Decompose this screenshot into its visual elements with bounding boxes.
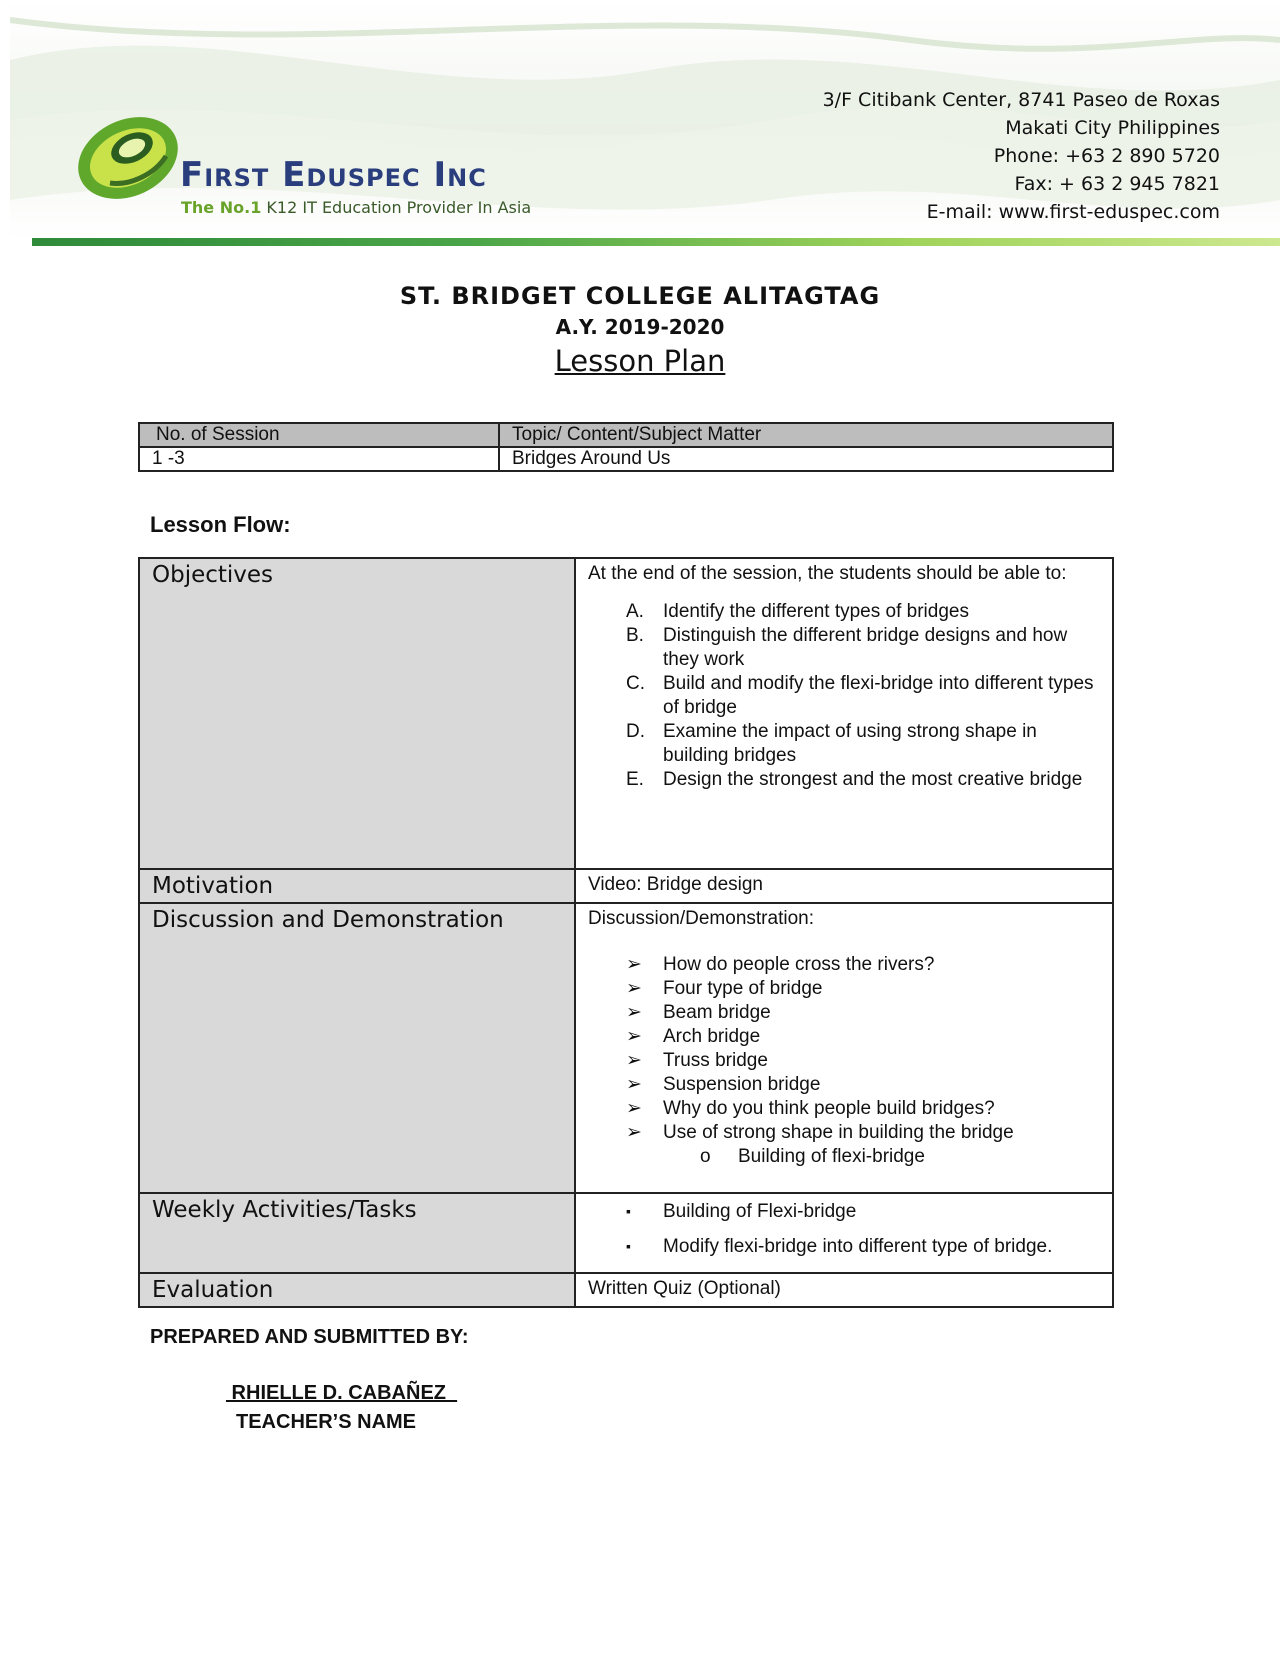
list-marker: D.: [626, 721, 645, 742]
academic-year: A.Y. 2019-2020: [555, 315, 725, 339]
title-block: [0, 280, 1280, 380]
evaluation-label: Evaluation: [139, 1273, 575, 1307]
list-item-text: Build and modify the flexi-bridge into different types of bridge: [663, 673, 1094, 718]
list-item-text: Truss bridge: [663, 1050, 768, 1071]
arrow-bullet-icon: ➢: [626, 978, 642, 999]
address-line: 3/F Citibank Center, 8741 Paseo de Roxas: [822, 89, 1220, 111]
list-marker: C.: [626, 673, 645, 694]
prepared-by-label: PREPARED AND SUBMITTED BY:: [150, 1326, 469, 1348]
arrow-bullet-icon: ➢: [626, 1026, 642, 1047]
topic-header-cell: Topic/ Content/Subject Matter: [499, 423, 1113, 447]
arrow-bullet-icon: ➢: [626, 954, 642, 975]
list-item-text: Modify flexi-bridge into different type of bridge.: [663, 1236, 1053, 1257]
session-table-header-row: [139, 423, 1113, 447]
objectives-content: [575, 558, 1113, 869]
list-item: [588, 977, 1100, 1001]
list-item: [588, 1121, 1100, 1145]
circle-bullet-icon: o: [700, 1146, 711, 1167]
list-item-text: Suspension bridge: [663, 1074, 821, 1095]
list-item: [588, 1025, 1100, 1049]
discussion-label: Discussion and Demonstration: [139, 903, 575, 1193]
weekly-row: [139, 1193, 1113, 1273]
arrow-bullet-icon: ➢: [626, 1002, 642, 1023]
list-item-text: Use of strong shape in building the bridge: [663, 1122, 1014, 1143]
fax-line: Fax: + 63 2 945 7821: [1014, 173, 1220, 195]
document-title: Lesson Plan: [554, 344, 726, 378]
list-item-text: Why do you think people build bridges?: [663, 1098, 995, 1119]
list-item: [588, 1073, 1100, 1097]
session-table-row: [139, 447, 1113, 471]
list-marker: A.: [626, 601, 644, 622]
list-item: [588, 768, 1100, 792]
motivation-label: Motivation: [139, 869, 575, 903]
list-item: [588, 1229, 1100, 1264]
list-item: [588, 720, 1100, 768]
email-line: E-mail: www.first-eduspec.com: [926, 201, 1220, 223]
list-item: [588, 1049, 1100, 1073]
company-address: [823, 86, 1220, 226]
weekly-list: [588, 1194, 1100, 1264]
list-item: [588, 672, 1100, 720]
sub-list-item: [588, 1145, 1100, 1169]
discussion-content: [575, 903, 1113, 1193]
list-item: [588, 600, 1100, 624]
weekly-content: [575, 1193, 1113, 1273]
discussion-list: [588, 953, 1100, 1169]
list-item-text: Four type of bridge: [663, 978, 823, 999]
evaluation-value: Written Quiz (Optional): [575, 1273, 1113, 1307]
phone-line: Phone: +63 2 890 5720: [993, 145, 1220, 167]
teacher-name-caption: TEACHER’S NAME: [236, 1411, 417, 1433]
list-item-text: Distinguish the different bridge designs and how they work: [663, 625, 1068, 670]
company-logo: [70, 108, 190, 208]
school-name: ST. BRIDGET COLLEGE ALITAGTAG: [399, 282, 881, 310]
list-marker: E.: [626, 769, 644, 790]
motivation-value: Video: Bridge design: [575, 869, 1113, 903]
square-bullet-icon: ▪: [626, 1238, 631, 1254]
list-marker: B.: [626, 625, 644, 646]
list-item-text: Beam bridge: [663, 1002, 771, 1023]
session-header-cell: No. of Session: [139, 423, 499, 447]
company-name: First Eduspec Inc: [180, 155, 487, 195]
discussion-intro: Discussion/Demonstration:: [588, 908, 814, 929]
list-item: [588, 1097, 1100, 1121]
discussion-row: [139, 903, 1113, 1193]
arrow-bullet-icon: ➢: [626, 1074, 642, 1095]
session-value-cell: 1 -3: [139, 447, 499, 471]
list-item-text: Identify the different types of bridges: [663, 601, 969, 622]
evaluation-row: [139, 1273, 1113, 1307]
objectives-intro: At the end of the session, the students should be able to:: [588, 563, 1067, 584]
square-bullet-icon: ▪: [626, 1203, 631, 1219]
objectives-list: [588, 600, 1100, 792]
teacher-name: RHIELLE D. CABAÑEZ: [226, 1382, 458, 1404]
session-table: [138, 422, 1114, 472]
list-item: [588, 624, 1100, 672]
company-tagline: [181, 198, 531, 217]
tagline-rest: K12 IT Education Provider In Asia: [266, 198, 532, 217]
arrow-bullet-icon: ➢: [626, 1098, 642, 1119]
list-item: [588, 953, 1100, 977]
list-item-text: Building of flexi-bridge: [738, 1146, 925, 1167]
arrow-bullet-icon: ➢: [626, 1050, 642, 1071]
list-item-text: Design the strongest and the most creative bridge: [663, 769, 1083, 790]
motivation-row: [139, 869, 1113, 903]
list-item: [588, 1194, 1100, 1229]
lesson-flow-heading: Lesson Flow:: [150, 512, 291, 537]
arrow-bullet-icon: ➢: [626, 1122, 642, 1143]
address-line: Makati City Philippines: [1005, 117, 1220, 139]
topic-value-cell: Bridges Around Us: [499, 447, 1113, 471]
list-item-text: Building of Flexi-bridge: [663, 1201, 857, 1222]
tagline-strong: The No.1: [181, 198, 262, 217]
list-item-text: Arch bridge: [663, 1026, 761, 1047]
list-item: [588, 1001, 1100, 1025]
list-item-text: How do people cross the rivers?: [663, 954, 935, 975]
objectives-row: [139, 558, 1113, 869]
letterhead-divider-bar: [32, 238, 1280, 246]
objectives-label: Objectives: [139, 558, 575, 869]
weekly-label: Weekly Activities/Tasks: [139, 1193, 575, 1273]
list-item-text: Examine the impact of using strong shape in building bridges: [663, 721, 1037, 766]
lesson-flow-table: [138, 557, 1114, 1308]
